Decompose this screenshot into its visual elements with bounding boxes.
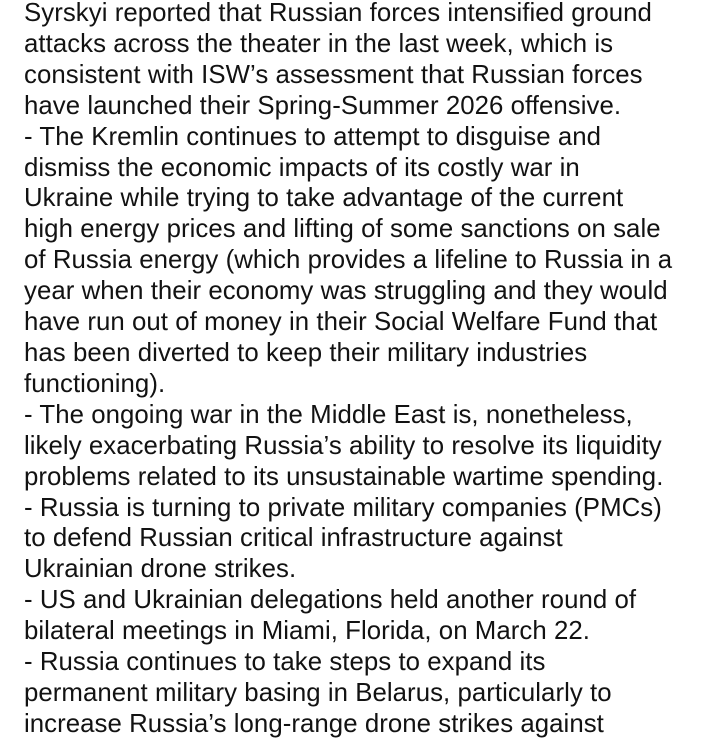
text-line: has been diverted to keep their military industries: [24, 338, 588, 367]
text-line: consistent with ISW’s assessment that Russian forces: [24, 60, 643, 89]
text-line: dismiss the economic impacts of its costly war in: [24, 153, 580, 182]
text-line: increase Russia’s long-range drone strikes against: [24, 709, 604, 738]
text-line: high energy prices and lifting of some sanctions on sale: [24, 215, 661, 244]
text-line: likely exacerbating Russia’s ability to resolve its liquidity: [24, 431, 662, 460]
bullet-line: - Russia continues to take steps to expand its: [24, 648, 546, 677]
text-line: to defend Russian critical infrastructure against: [24, 524, 563, 553]
text-line: attacks across the theater in the last week, which is: [24, 29, 614, 58]
text-line: Ukrainian drone strikes.: [24, 555, 297, 584]
bullet-line: - US and Ukrainian delegations held another round of: [24, 586, 637, 615]
text-line: Ukraine while trying to take advantage of the current: [24, 184, 624, 213]
text-line: bilateral meetings in Miami, Florida, on March 22.: [24, 617, 590, 646]
text-line: functioning).: [24, 369, 166, 398]
text-line: problems related to its unsustainable wartime spending.: [24, 462, 664, 491]
bullet-line: - Russia is turning to private military companies (PMCs): [24, 493, 662, 522]
bullet-line: - The ongoing war in the Middle East is, nonetheless,: [24, 400, 633, 429]
bullet-line: - The Kremlin continues to attempt to disguise and: [24, 122, 602, 151]
text-line: permanent military basing in Belarus, particularly to: [24, 678, 612, 707]
text-line: have launched their Spring-Summer 2026 offensive.: [24, 91, 622, 120]
text-line: of Russia energy (which provides a lifeline to Russia in a: [24, 246, 673, 275]
text-line: year when their economy was struggling and they would: [24, 277, 668, 306]
text-line: Syrskyi reported that Russian forces intensified ground: [24, 0, 652, 27]
text-line: have run out of money in their Social Welfare Fund that: [24, 308, 658, 337]
article-text: [24, 0, 714, 740]
